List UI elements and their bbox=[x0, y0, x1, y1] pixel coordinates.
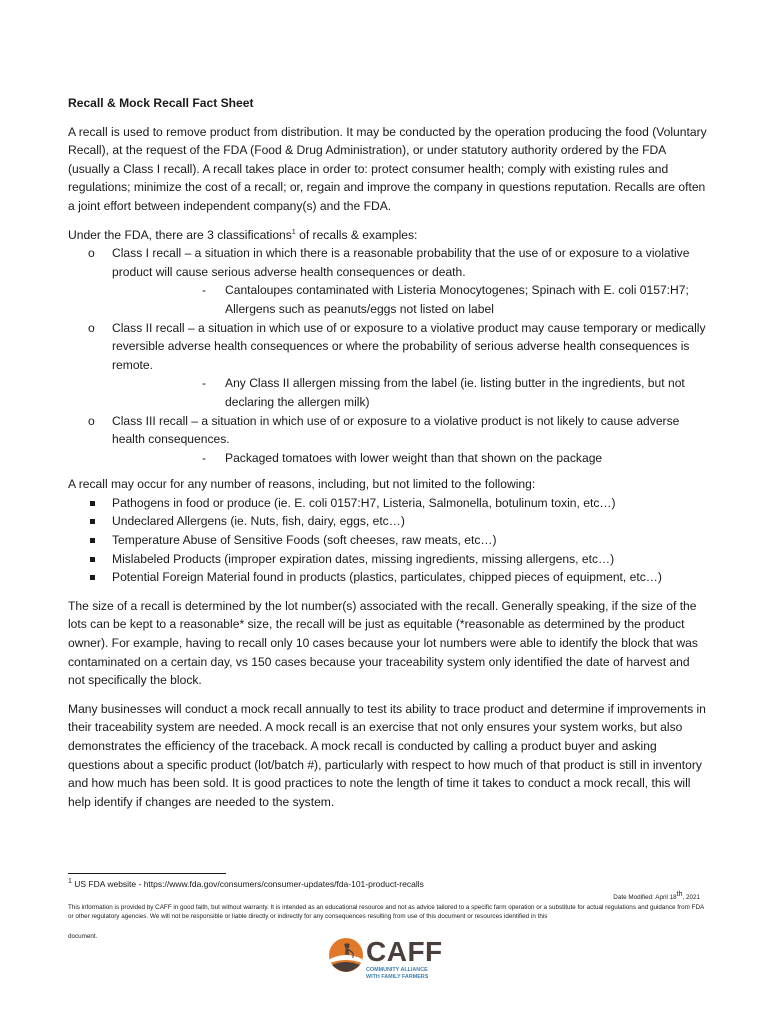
caff-logo bbox=[328, 937, 448, 985]
recall-example-list bbox=[112, 374, 708, 411]
reason-item bbox=[68, 550, 708, 569]
intro-paragraph: A recall is used to remove product from distribution. It may be conducted by the operation producing the food (Voluntary Recall), at the request of the FDA (Food & Drug Administration), or under statutory authority ordered by the FDA (usually a Class I recall). A recall takes place in order to: protect consumer health; comply with existing rules and regulations; minimize the cost of a recall; or, regain and improve the company in questions reputation. Recalls are often a joint effort between independent company(s) and the FDA. bbox=[68, 124, 707, 213]
reasons-list bbox=[68, 494, 708, 587]
square-bullet bbox=[90, 575, 95, 580]
reason-text: Mislabeled Products (improper expiration dates, missing ingredients, missing allergens, etc…) bbox=[112, 551, 615, 566]
recall-example-item bbox=[112, 449, 708, 468]
recall-classes-list bbox=[68, 244, 708, 467]
logo-subtitle-line2: WITH FAMILY FARMERS bbox=[366, 973, 429, 980]
mock-recall-paragraph: Many businesses will conduct a mock recall annually to test its ability to trace product and determine if improvements in their traceability system are needed. A mock recall is an exercise that not only ensures your system works, but also demonstrates the efficiency of the traceback. A mock recall is conducted by calling a product buyer and asking questions about a specific product (lot/batch #), particularly with respect to how much of that product is still in inventory and how much has been sold. It is good practices to note the length of time it takes to conduct a mock recall, this will help identify if changes are needed to the system. bbox=[68, 701, 706, 809]
footnote-text: US FDA website - https://www.fda.gov/consumers/consumer-updates/fda-101-product-recalls bbox=[71, 879, 424, 889]
date-modified-suffix: , 2021 bbox=[682, 894, 700, 901]
square-bullet bbox=[90, 557, 95, 562]
circle-bullet: o bbox=[88, 320, 95, 335]
date-modified-prefix: Date Modified: April 18 bbox=[613, 894, 677, 901]
reasons-intro: A recall may occur for any number of reasons, including, but not limited to the following: bbox=[68, 477, 536, 492]
recall-example-item bbox=[112, 374, 708, 411]
caff-farmer-icon bbox=[328, 937, 364, 973]
logo-subtitle-line1: COMMUNITY ALLIANCE bbox=[366, 967, 428, 973]
recall-example-list bbox=[112, 449, 708, 468]
reason-text: Potential Foreign Material found in products (plastics, particulates, chipped pieces of equipment, etc…) bbox=[112, 570, 662, 585]
classifications-intro bbox=[68, 226, 708, 245]
recall-example-text: Cantaloupes contaminated with Listeria Monocytogenes; Spinach with E. coli 0157:H7; Allergens such as peanuts/eggs not listed on label bbox=[225, 283, 689, 316]
recall-class-text: Class III recall – a situation in which use of or exposure to a violative product is not likely to cause adverse health consequences. bbox=[112, 413, 680, 447]
circle-bullet: o bbox=[88, 413, 95, 428]
recall-example-item bbox=[112, 281, 708, 318]
footnote-mark: 1 bbox=[68, 878, 72, 886]
disclaimer-text: This information is provided by CAFF in good faith, but without warranty. It is intended as an educational resource and not as advice tailored to a specific farm operation or a substitute for actual regulations and guidance from FDA or other regulatory agencies. We will not be responsible or liable directly or indirectly for any consequences resulting from use of this document or resources identified in this bbox=[68, 904, 704, 920]
date-modified-sup: th bbox=[676, 890, 683, 898]
logo-text-block bbox=[366, 937, 443, 980]
reason-text: Undeclared Allergens (ie. Nuts, fish, dairy, eggs, etc…) bbox=[112, 514, 405, 529]
dash-bullet: - bbox=[202, 450, 207, 465]
recall-class-text: Class I recall – a situation in which there is a reasonable probability that the use of or exposure to a violative product will cause serious adverse health consequences or death. bbox=[112, 246, 690, 279]
circle-bullet: o bbox=[88, 246, 95, 261]
recall-class-text: Class II recall – a situation in which use of or exposure to a violative product may cause temporary or medically reversible adverse health consequences or where the probability of serious adverse health consequences is remote. bbox=[112, 320, 706, 372]
square-bullet bbox=[90, 538, 95, 543]
recall-example-text: Any Class II allergen missing from the label (ie. listing butter in the ingredients, but not declaring the allergen milk) bbox=[225, 376, 685, 409]
dash-bullet: - bbox=[202, 376, 207, 391]
dash-bullet: - bbox=[202, 283, 207, 298]
page-title: Recall & Mock Recall Fact Sheet bbox=[68, 96, 254, 110]
footnote bbox=[68, 878, 424, 890]
classifications-intro-after: of recalls & examples: bbox=[295, 227, 418, 242]
reason-item bbox=[68, 568, 708, 587]
reason-item bbox=[68, 494, 708, 513]
reason-item bbox=[68, 531, 708, 550]
footnote-divider bbox=[68, 873, 226, 874]
fact-sheet-body bbox=[68, 94, 708, 821]
square-bullet bbox=[90, 501, 95, 506]
logo-name: CAFF bbox=[366, 936, 443, 967]
recall-class-item bbox=[68, 244, 708, 318]
recall-example-text: Packaged tomatoes with lower weight than that shown on the package bbox=[225, 450, 603, 465]
reason-item bbox=[68, 512, 708, 531]
square-bullet bbox=[90, 519, 95, 524]
recall-example-list bbox=[112, 281, 708, 318]
reason-text: Temperature Abuse of Sensitive Foods (soft cheeses, raw meats, etc…) bbox=[112, 533, 497, 548]
classifications-intro-before: Under the FDA, there are 3 classifications bbox=[68, 227, 292, 242]
recall-class-item bbox=[68, 412, 708, 468]
footnote-reference: 1 bbox=[291, 228, 296, 236]
recall-class-item bbox=[68, 319, 708, 412]
recall-size-paragraph: The size of a recall is determined by the lot number(s) associated with the recall. Generally speaking, if the size of the lots can be kept to a reasonable* size, the recall will be just as equitable (*reasonable as determined by the product owner). For example, having to recall only 10 cases because your lot numbers were able to identify the block that was contaminated on a certain day, vs 150 cases because your traceability system only identified the date of harvest and not specifically the block. bbox=[68, 598, 698, 688]
date-modified bbox=[613, 890, 700, 901]
disclaimer-end: document. bbox=[68, 933, 98, 940]
reason-text: Pathogens in food or produce (ie. E. coli 0157:H7, Listeria, Salmonella, botulinum toxin, etc…) bbox=[112, 495, 616, 510]
